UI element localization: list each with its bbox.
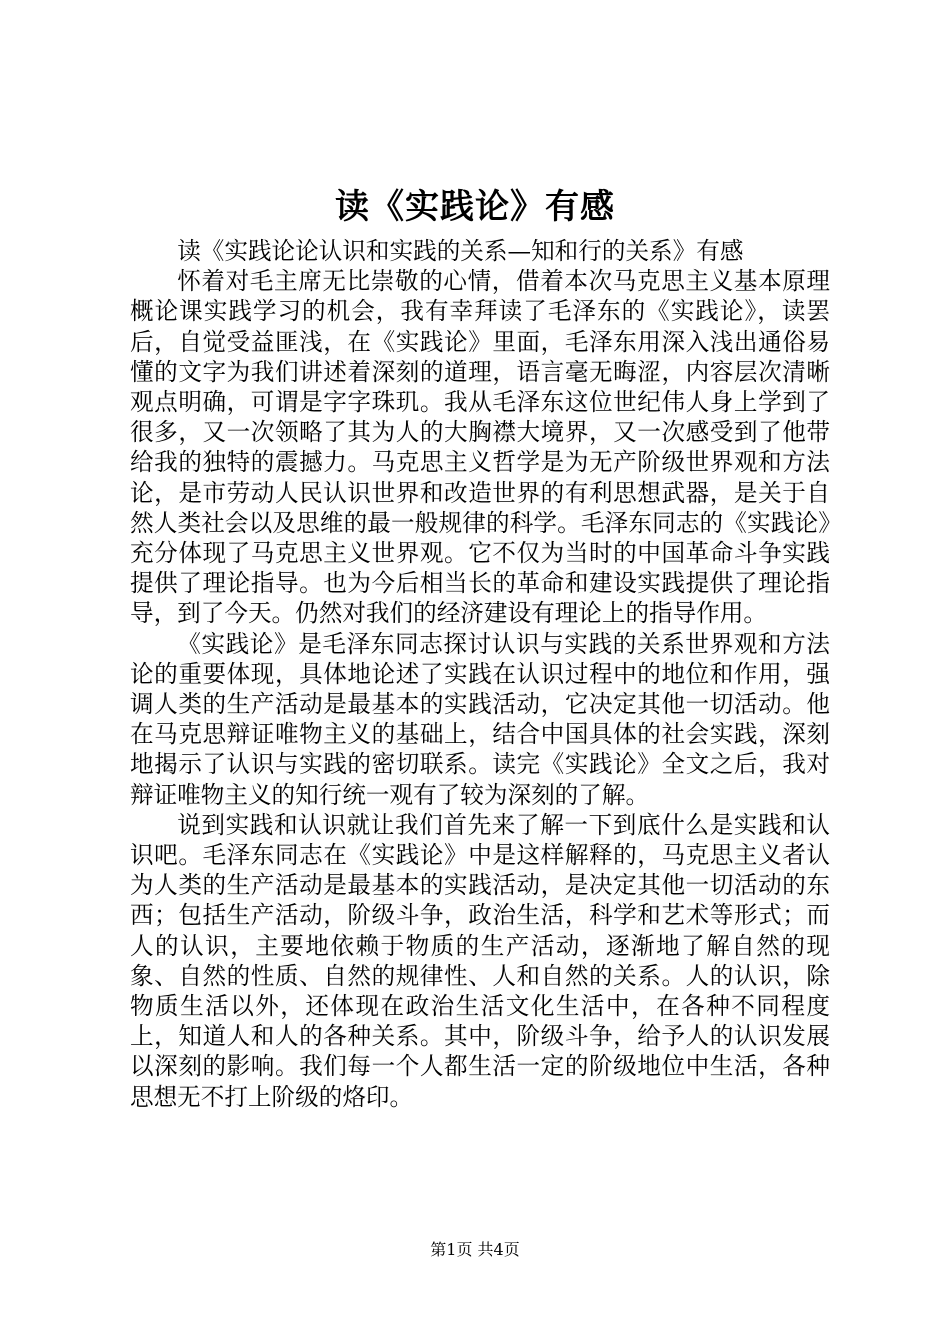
document-subtitle: 读《实践论论认识和实践的关系—知和行的关系》有感 [177,237,744,265]
paragraph-3: 说到实践和认识就让我们首先来了解一下到底什么是实践和认识吧。毛泽东同志在《实践论》中是这样解释的，马克思主义者认为人类的生产活动是最基本的实践活动，是决定其他一切活动的东西；包括生产活动，阶级斗争，政治生活，科学和艺术等形式；而人的认识，主要地依赖于物质的生产活动，逐渐地了解自然的现象、自然的性质、自然的规律性、人和自然的关系。人的认识，除物质生活以外，还体现在政治生活文化生活中，在各种不同程度上，知道人和人的各种关系。其中，阶级斗争，给予人的认识发展以深刻的影响。我们每一个人都生活一定的阶级地位中生活，各种思想无不打上阶级的烙印。 [130,810,830,1111]
document-body [130,236,830,1112]
paragraph-2: 《实践论》是毛泽东同志探讨认识与实践的关系世界观和方法论的重要体现，具体地论述了实践在认识过程中的地位和作用，强调人类的生产活动是最基本的实践活动，它决定其他一切活动。他在马克思辩证唯物主义的基础上，结合中国具体的社会实践，深刻地揭示了认识与实践的密切联系。读完《实践论》全文之后，我对辩证唯物主义的知行统一观有了较为深刻的了解。 [130,629,830,809]
page-footer: 第1页 共4页 [430,1240,520,1259]
page-title: 读《实践论》有感 [335,187,615,227]
paragraph-1: 怀着对毛主席无比崇敬的心情，借着本次马克思主义基本原理概论课实践学习的机会，我有幸拜读了毛泽东的《实践论》，读罢后，自觉受益匪浅，在《实践论》里面，毛泽东用深入浅出通俗易懂的文字为我们讲述着深刻的道理，语言毫无晦涩，内容层次清晰观点明确，可谓是字字珠玑。我从毛泽东这位世纪伟人身上学到了很多，又一次领略了其为人的大胸襟大境界，又一次感受到了他带给我的独特的震撼力。马克思主义哲学是为无产阶级世界观和方法论，是市劳动人民认识世界和改造世界的有利思想武器，是关于自然人类社会以及思维的最一般规律的科学。毛泽东同志的《实践论》充分体现了马克思主义世界观。它不仅为当时的中国革命斗争实践提供了理论指导。也为今后相当长的革命和建设实践提供了理论指导，到了今天。仍然对我们的经济建设有理论上的指导作用。 [130,267,830,628]
